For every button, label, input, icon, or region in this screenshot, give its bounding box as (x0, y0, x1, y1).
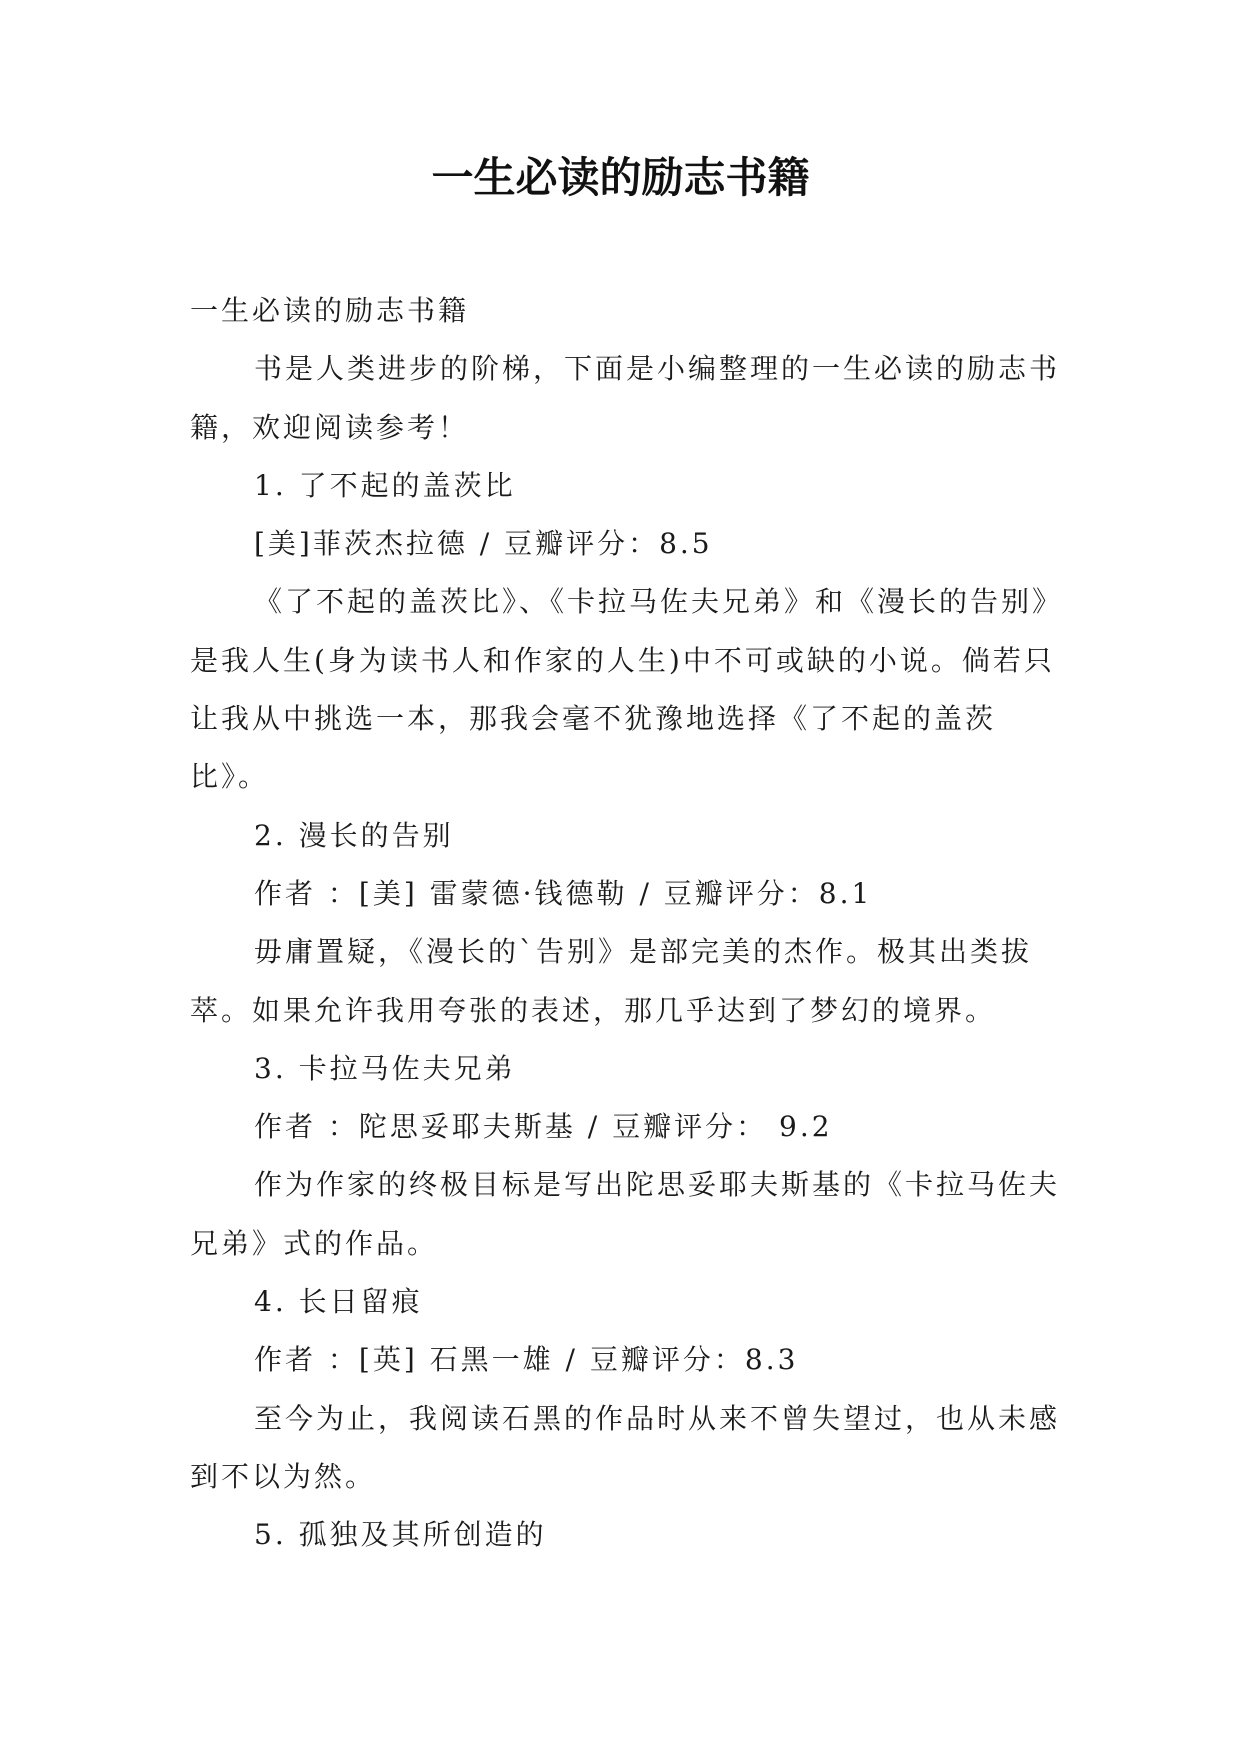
book-heading: 2. 漫长的告别 (254, 818, 454, 852)
book-description: 作为作家的终极目标是写出陀思妥耶夫斯基的《卡拉马佐夫兄弟》式的作品。 (190, 1168, 1061, 1260)
book-meta: 作者 ：陀思妥耶夫斯基 / 豆瓣评分： 9.2 (254, 1110, 833, 1144)
document-title: 一生必读的励志书籍 (431, 153, 810, 202)
book-description: 至今为止，我阅读石黑的作品时从来不曾失望过，也从未感到不以为然。 (190, 1401, 1061, 1493)
book-meta: [美]菲茨杰拉德 / 豆瓣评分：8.5 (254, 527, 713, 561)
book-heading: 1. 了不起的盖茨比 (254, 468, 516, 502)
book-heading: 5. 孤独及其所创造的 (254, 1518, 547, 1552)
book-heading: 4. 长日留痕 (254, 1285, 423, 1319)
document-subtitle: 一生必读的励志书籍 (190, 294, 470, 327)
document-body (190, 282, 1060, 1565)
book-description: 《了不起的盖茨比》、《卡拉马佐夫兄弟》和《漫长的告别》是我人生(身为读书人和作家的人生)中不可或缺的小说。倘若只让我从中挑选一本，那我会毫不犹豫地选择《了不起的盖茨比》。 (190, 585, 1055, 794)
book-description: 毋庸置疑，《漫长的`告别》是部完美的杰作。极其出类拔萃。如果允许我用夸张的表述，那几乎达到了梦幻的境界。 (190, 935, 1033, 1027)
book-meta: 作者 ：[英] 石黑一雄 / 豆瓣评分：8.3 (254, 1343, 799, 1377)
book-heading: 3. 卡拉马佐夫兄弟 (254, 1051, 516, 1085)
intro-paragraph: 书是人类进步的阶梯，下面是小编整理的一生必读的励志书籍，欢迎阅读参考！ (190, 352, 1061, 444)
book-meta: 作者 ：[美] 雷蒙德·钱德勒 / 豆瓣评分：8.1 (254, 876, 873, 910)
